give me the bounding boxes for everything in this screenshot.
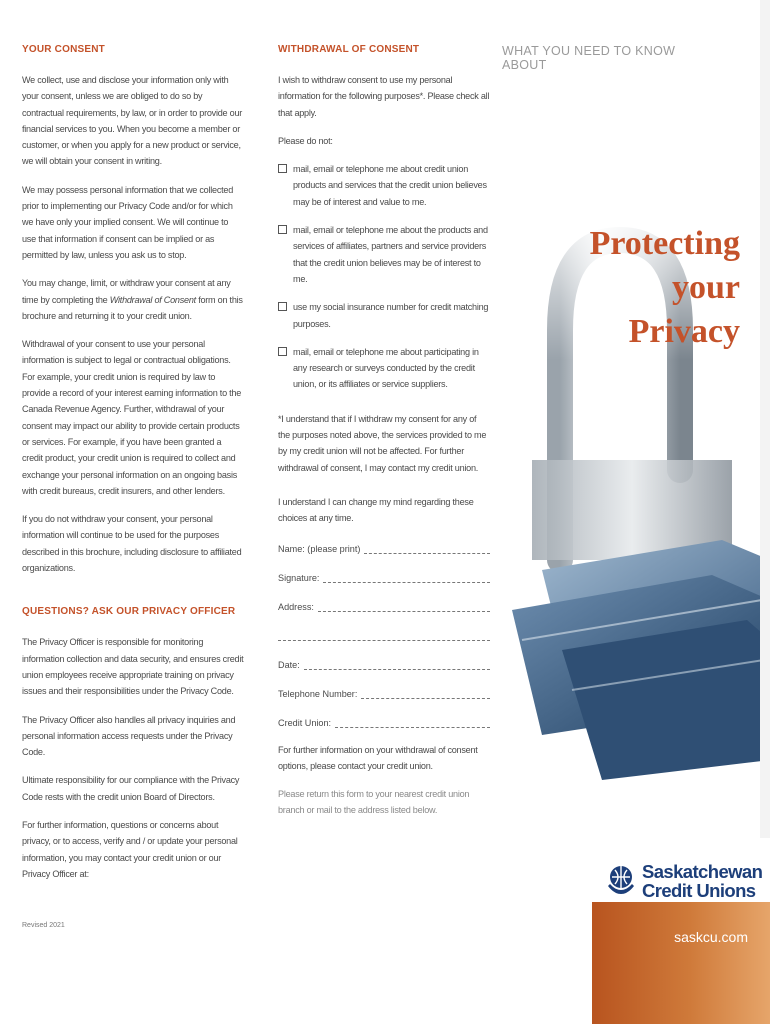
credit-union-field[interactable] (278, 717, 490, 728)
further-info-note: For further information on your withdrawal of consent options, please contact your credit union. (278, 744, 478, 771)
option-checkbox[interactable] (278, 347, 287, 356)
signature-field-label: Signature: (278, 572, 320, 583)
withdrawal-option[interactable] (278, 222, 490, 287)
option-checkbox[interactable] (278, 225, 287, 234)
saskatchewan-credit-unions-logo (606, 862, 762, 900)
consent-paragraph: We collect, use and disclose your information only with your consent, unless we are obliged to do so by contractual requirements, by law, or in order to provide our financial services to you. When you become a member or customer, or when you apply for a new product or service, we will obtain your consent in writing. (22, 75, 243, 167)
logo-line-2: Credit Unions (642, 880, 756, 901)
address-field-continued[interactable] (278, 630, 490, 641)
withdraw-text-after: form on this brochure and returning it to your credit union. (22, 294, 243, 321)
address-field[interactable] (278, 601, 490, 612)
consent-paragraph: Withdrawal of your consent to use your personal information is subject to legal or contractual obligations. For example, your credit union is required by law to provide a record of your interest earning information to the Canada Revenue Agency. Further, withdrawal of your consent may impact our ability to provide certain products or services. For example, if you have been granted a credit product, your credit union is required to collect and exchange your personal information on an ongoing basis with credit bureaus, credit insurers, and other lenders. (22, 339, 242, 496)
signature-field-line[interactable] (323, 572, 490, 583)
address-field-label: Address: (278, 601, 314, 612)
option-checkbox[interactable] (278, 164, 287, 173)
date-field-label: Date: (278, 659, 300, 670)
revised-date: Revised 2021 (22, 922, 65, 930)
questions-paragraph: The Privacy Officer also handles all privacy inquiries and personal information access requests under the Privacy Code. (22, 714, 236, 758)
middle-column (262, 0, 502, 1024)
withdrawal-heading: WITHDRAWAL OF CONSENT (278, 44, 420, 55)
withdrawal-option[interactable] (278, 299, 490, 332)
credit-union-field-label: Credit Union: (278, 717, 332, 728)
telephone-field[interactable] (278, 688, 490, 699)
questions-heading: QUESTIONS? ASK OUR PRIVACY OFFICER (22, 606, 236, 618)
option-label: mail, email or telephone me about participating in any research or surveys conducted by the credit union, or its affiliates or service suppliers. (293, 346, 479, 390)
withdrawal-intro: I wish to withdraw consent to use my personal information for the following purposes*. Please check all that apply. (278, 75, 490, 118)
name-field[interactable] (278, 543, 490, 554)
telephone-field-label: Telephone Number: (278, 688, 358, 699)
website-link[interactable]: saskcu.com (674, 929, 748, 945)
questions-paragraph: For further information, questions or concerns about privacy, or to access, verify and / or update your personal information, you may contact your credit union or our Privacy Officer at: (22, 819, 238, 879)
option-label: use my social insurance number for credit matching purposes. (293, 302, 489, 329)
brochure-title (590, 222, 740, 354)
brand-color-bar (592, 902, 770, 1024)
logo-line-1: Saskatchewan (642, 861, 763, 882)
name-field-label: Name: (please print) (278, 543, 361, 554)
change-mind-note: I understand I can change my mind regarding these choices at any time. (278, 496, 474, 524)
return-form-note: Please return this form to your nearest credit union branch or mail to the address listed below. (278, 789, 470, 816)
date-field[interactable] (278, 659, 490, 670)
option-checkbox[interactable] (278, 302, 287, 311)
withdraw-instructions (22, 275, 244, 324)
cover-panel (502, 0, 770, 1024)
credit-union-field-line[interactable] (335, 717, 490, 728)
name-field-line[interactable] (364, 543, 490, 554)
consent-heading: YOUR CONSENT (22, 44, 105, 55)
signature-field[interactable] (278, 572, 490, 583)
left-column (0, 0, 262, 1024)
globe-hands-logo-icon (606, 864, 636, 898)
questions-paragraph: Ultimate responsibility for our compliance with the Privacy Code rests with the credit union Board of Directors. (22, 775, 240, 802)
date-field-line[interactable] (304, 659, 490, 670)
title-line-1: Protecting (589, 225, 740, 262)
option-label: mail, email or telephone me about the products and services of affiliates, partners and service providers that the credit union believes may be of interest to me. (293, 225, 488, 284)
withdrawal-form-name: Withdrawal of Consent (109, 294, 196, 305)
questions-paragraph: The Privacy Officer is responsible for monitoring information collection and data security, and ensures credit union employees receive appropriate training on privacy issues and their responsibilities under the Privacy Code. (22, 637, 244, 697)
logo-wordmark (642, 862, 762, 900)
telephone-field-line[interactable] (361, 688, 490, 699)
title-line-2: your (672, 269, 740, 306)
option-label: mail, email or telephone me about credit union products and services that the credit union believes may be of interest and value to me. (293, 164, 487, 207)
title-line-3: Privacy (628, 313, 740, 350)
cover-tagline: WHAT YOU NEED TO KNOW ABOUT (502, 44, 676, 72)
withdrawal-option[interactable] (278, 344, 490, 393)
withdrawal-option[interactable] (278, 161, 490, 210)
withdrawal-footnote: *I understand that if I withdraw my consent for any of the purposes noted above, the services provided to me by my credit union will not be affected. For further withdrawal of consent, I may contact my credit union. (278, 413, 487, 473)
consent-paragraph: If you do not withdraw your consent, your personal information will continue to be used for the purposes described in this brochure, including disclosure to affiliated organizations. (22, 514, 242, 574)
address-field-line-2[interactable] (278, 630, 490, 641)
credit-card-icon (512, 540, 770, 780)
consent-paragraph: We may possess personal information that we collected prior to implementing our Privacy Code and/or for which we have only your implied consent. We will continue to use that information if consent can be implied or as permitted by law, unless you ask us to stop. (22, 184, 234, 260)
withdraw-text-before: You may change, limit, or withdraw your consent at any time by completing the (22, 278, 231, 305)
please-do-not-label: Please do not: (278, 135, 333, 146)
address-field-line[interactable] (318, 601, 490, 612)
